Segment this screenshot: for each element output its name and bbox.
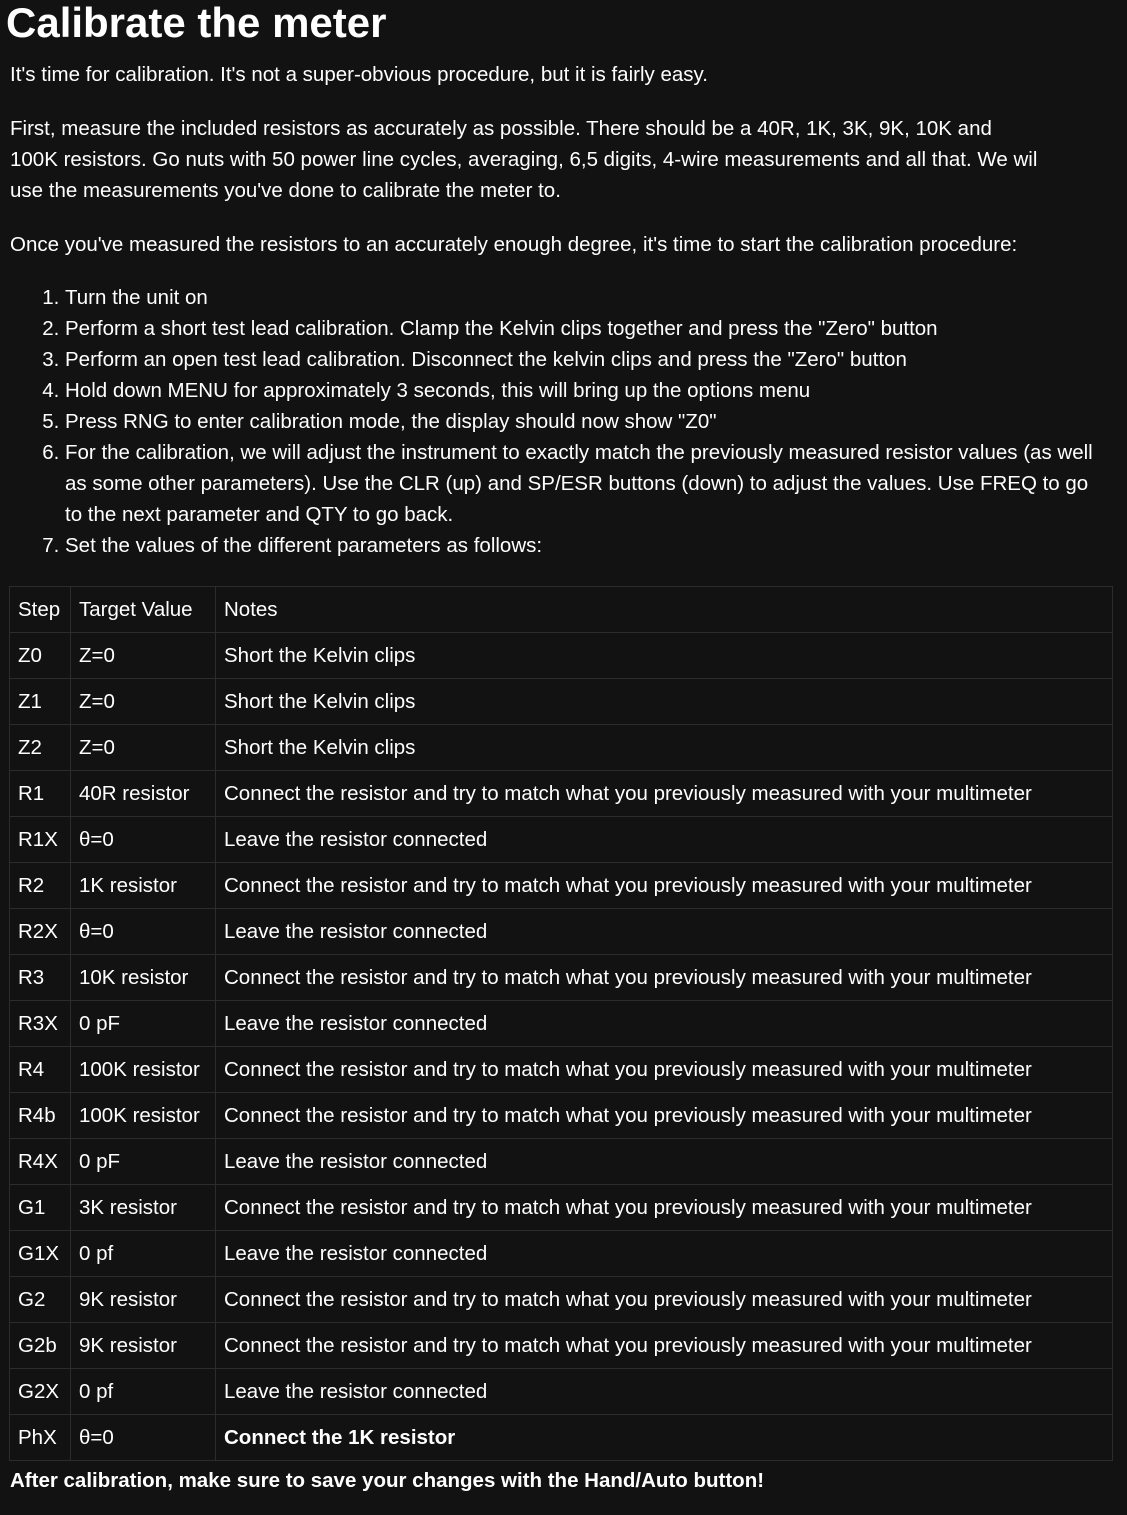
table-row <box>10 863 1113 909</box>
cell-notes: Connect the resistor and try to match what you previously measured with your multimeter <box>216 1277 1113 1323</box>
cell-step: G1 <box>10 1185 71 1231</box>
cell-step: G2b <box>10 1323 71 1369</box>
cell-target-value: 9K resistor <box>71 1323 216 1369</box>
cell-target-value: Z=0 <box>71 679 216 725</box>
table-row <box>10 1185 1113 1231</box>
cell-notes: Leave the resistor connected <box>216 1231 1113 1277</box>
header-step: Step <box>10 587 71 633</box>
cell-step: G1X <box>10 1231 71 1277</box>
cell-notes: Leave the resistor connected <box>216 909 1113 955</box>
table-row <box>10 1277 1113 1323</box>
measure-line: First, measure the included resistors as accurately as possible. There should be a 40R, 1K, 3K, 9K, 10K and <box>10 117 992 140</box>
step-item: 7. Set the values of the different parameters as follows: <box>65 530 1110 561</box>
cell-target-value: θ=0 <box>71 1415 216 1461</box>
cell-step: G2 <box>10 1277 71 1323</box>
measure-line: use the measurements you've done to calibrate the meter to. <box>10 179 561 202</box>
cell-notes: Connect the resistor and try to match what you previously measured with your multimeter <box>216 1185 1113 1231</box>
table-row <box>10 1139 1113 1185</box>
cell-notes: Leave the resistor connected <box>216 817 1113 863</box>
cell-notes: Connect the resistor and try to match what you previously measured with your multimeter <box>216 771 1113 817</box>
cell-notes: Connect the resistor and try to match what you previously measured with your multimeter <box>216 1047 1113 1093</box>
cell-step: R1X <box>10 817 71 863</box>
cell-target-value: 100K resistor <box>71 1047 216 1093</box>
step-item: 4. Hold down MENU for approximately 3 seconds, this will bring up the options menu <box>65 375 1110 406</box>
table-header-row <box>10 587 1113 633</box>
cell-target-value: 1K resistor <box>71 863 216 909</box>
table-row <box>10 1047 1113 1093</box>
table-row <box>10 1001 1113 1047</box>
table-row <box>10 817 1113 863</box>
cell-step: Z0 <box>10 633 71 679</box>
cell-step: Z2 <box>10 725 71 771</box>
cell-notes: Leave the resistor connected <box>216 1001 1113 1047</box>
intro-paragraph: It's time for calibration. It's not a super-obvious procedure, but it is fairly easy. <box>10 63 708 86</box>
cell-target-value: 3K resistor <box>71 1185 216 1231</box>
cell-step: R4 <box>10 1047 71 1093</box>
cell-target-value: 40R resistor <box>71 771 216 817</box>
table-row <box>10 771 1113 817</box>
header-target-value: Target Value <box>71 587 216 633</box>
cell-target-value: Z=0 <box>71 633 216 679</box>
cell-target-value: 100K resistor <box>71 1093 216 1139</box>
table-row <box>10 955 1113 1001</box>
cell-target-value: 0 pf <box>71 1369 216 1415</box>
cell-step: R4b <box>10 1093 71 1139</box>
table-row <box>10 679 1113 725</box>
procedure-steps <box>0 282 1110 561</box>
table-row <box>10 633 1113 679</box>
header-notes: Notes <box>216 587 1113 633</box>
cell-target-value: θ=0 <box>71 817 216 863</box>
table-body <box>10 633 1113 1461</box>
procedure-intro: Once you've measured the resistors to an accurately enough degree, it's time to start the calibration procedure: <box>10 233 1018 256</box>
table-row <box>10 1231 1113 1277</box>
cell-notes: Connect the resistor and try to match what you previously measured with your multimeter <box>216 1093 1113 1139</box>
step-item: 3. Perform an open test lead calibration. Disconnect the kelvin clips and press the "Zero" button <box>65 344 1110 375</box>
cell-notes: Short the Kelvin clips <box>216 725 1113 771</box>
cell-target-value: 9K resistor <box>71 1277 216 1323</box>
cell-target-value: 10K resistor <box>71 955 216 1001</box>
save-reminder: After calibration, make sure to save your changes with the Hand/Auto button! <box>10 1469 765 1492</box>
cell-step: PhX <box>10 1415 71 1461</box>
table-row <box>10 1369 1113 1415</box>
cell-target-value: Z=0 <box>71 725 216 771</box>
cell-notes: Connect the resistor and try to match what you previously measured with your multimeter <box>216 1323 1113 1369</box>
step-item: 6. For the calibration, we will adjust the instrument to exactly match the previously measured resistor values (as well as some other parameters). Use the CLR (up) and SP/ESR buttons (down) to adjust the values. Use FREQ to go to the next parameter and QTY to go back. <box>65 437 1110 530</box>
cell-target-value: θ=0 <box>71 909 216 955</box>
cell-step: R3 <box>10 955 71 1001</box>
step-item: 5. Press RNG to enter calibration mode, the display should now show "Z0" <box>65 406 1110 437</box>
cell-target-value: 0 pf <box>71 1231 216 1277</box>
calibration-table <box>9 586 1113 1461</box>
table-row <box>10 1093 1113 1139</box>
cell-notes: Short the Kelvin clips <box>216 633 1113 679</box>
measure-paragraph <box>10 113 1127 206</box>
table-row <box>10 725 1113 771</box>
table-row <box>10 909 1113 955</box>
cell-step: Z1 <box>10 679 71 725</box>
measure-line: 100K resistors. Go nuts with 50 power line cycles, averaging, 6,5 digits, 4-wire measurements and all that. We wil <box>10 148 1038 171</box>
cell-notes: Connect the resistor and try to match what you previously measured with your multimeter <box>216 955 1113 1001</box>
step-item: 1. Turn the unit on <box>65 282 1110 313</box>
cell-notes: Connect the resistor and try to match what you previously measured with your multimeter <box>216 863 1113 909</box>
step-item: 2. Perform a short test lead calibration. Clamp the Kelvin clips together and press the "Zero" button <box>65 313 1110 344</box>
cell-notes: Leave the resistor connected <box>216 1369 1113 1415</box>
cell-step: G2X <box>10 1369 71 1415</box>
cell-notes: Leave the resistor connected <box>216 1139 1113 1185</box>
cell-step: R4X <box>10 1139 71 1185</box>
table-row <box>10 1323 1113 1369</box>
cell-notes: Short the Kelvin clips <box>216 679 1113 725</box>
cell-step: R2 <box>10 863 71 909</box>
cell-step: R2X <box>10 909 71 955</box>
cell-target-value: 0 pF <box>71 1001 216 1047</box>
table-row <box>10 1415 1113 1461</box>
cell-step: R3X <box>10 1001 71 1047</box>
cell-notes: Connect the 1K resistor <box>216 1415 1113 1461</box>
page-title: Calibrate the meter <box>6 0 387 46</box>
cell-target-value: 0 pF <box>71 1139 216 1185</box>
cell-step: R1 <box>10 771 71 817</box>
